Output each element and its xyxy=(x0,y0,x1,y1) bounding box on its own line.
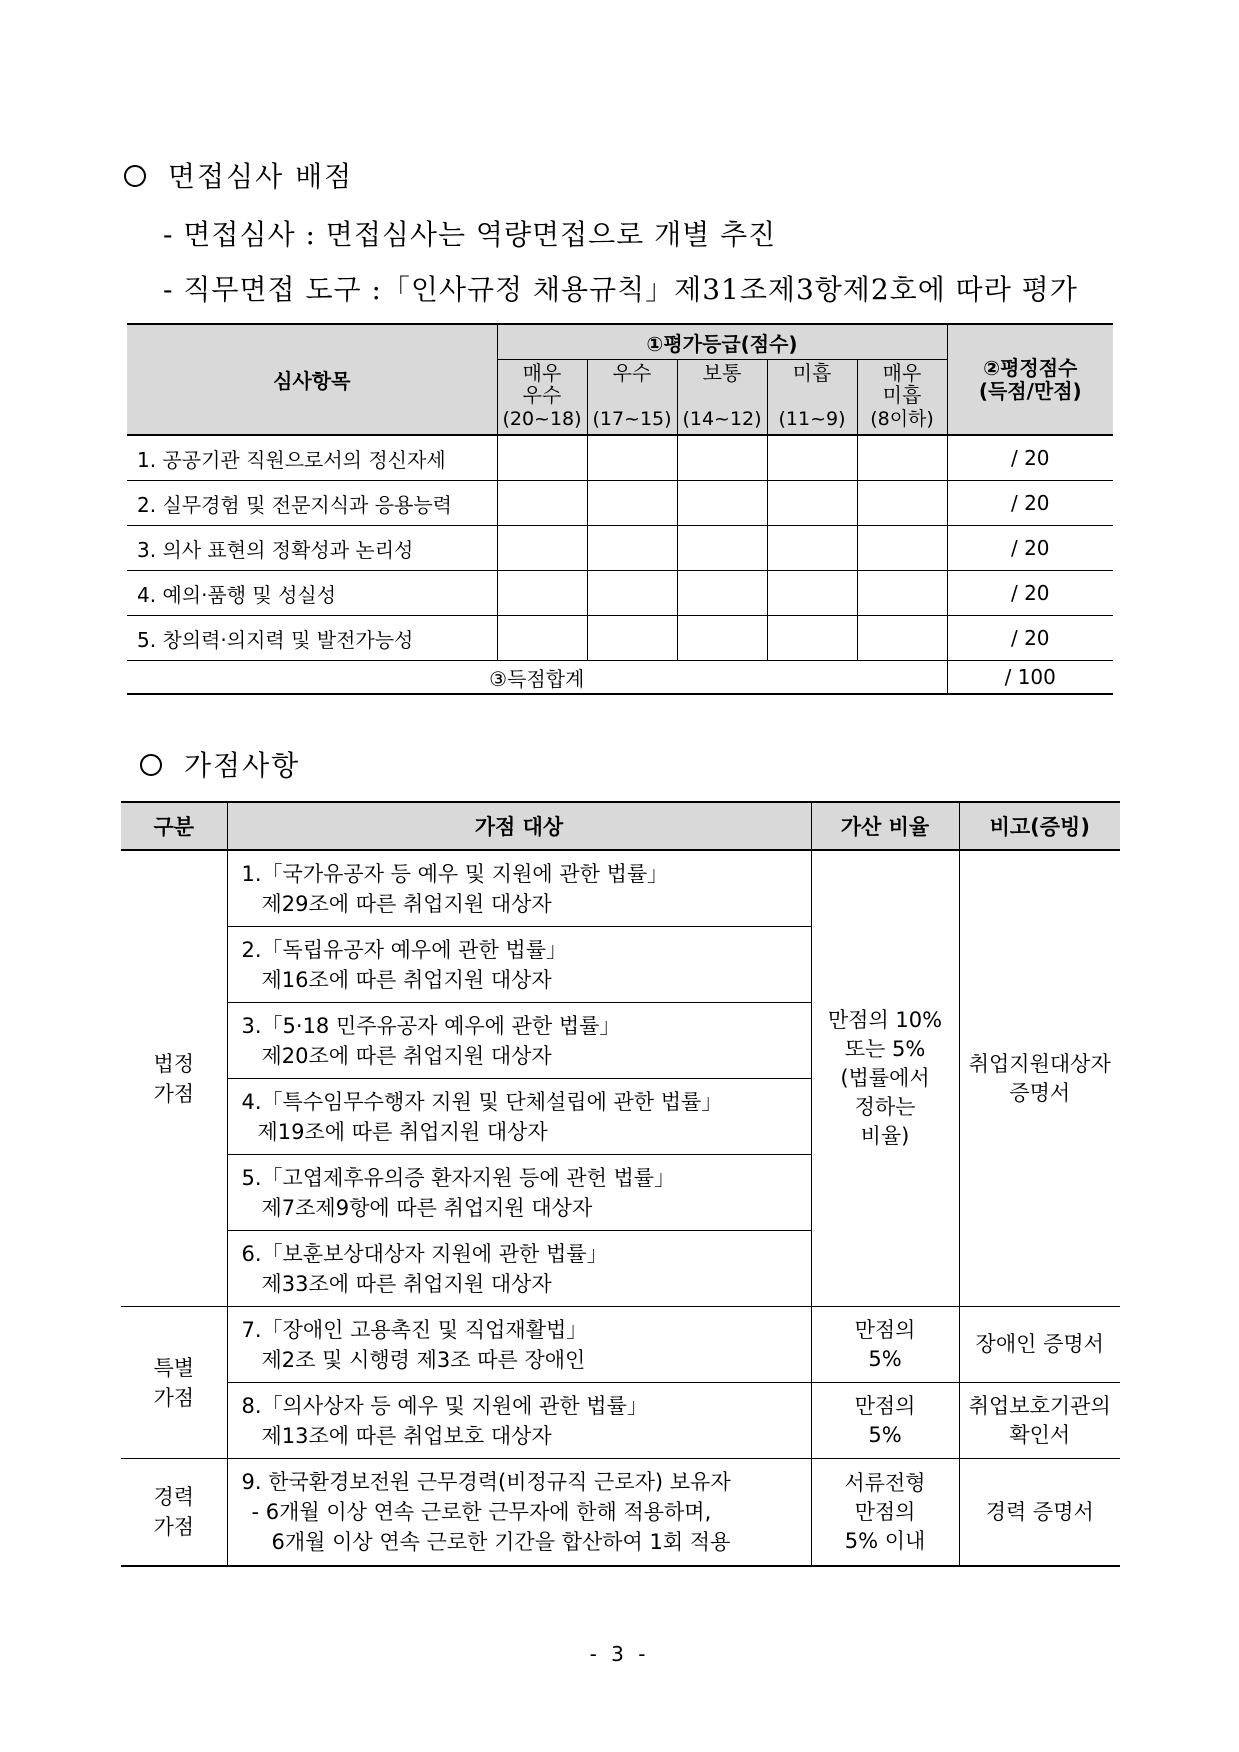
header-target: 가점 대상 xyxy=(227,802,811,850)
interview-line-2: - 직무면접 도구 :「인사규정 채용규칙」제31조제3항제2호에 따라 평가 xyxy=(163,273,1078,306)
row-score: / 20 xyxy=(947,616,1113,661)
grade-box[interactable] xyxy=(587,481,677,526)
grade-box[interactable] xyxy=(767,435,857,481)
header-score-line1: ②평정점수 xyxy=(983,355,1078,380)
rate-career: 서류전형 만점의 5% 이내 xyxy=(811,1459,959,1567)
grade-good: 우수 (17~15) xyxy=(587,360,677,436)
grade-box[interactable] xyxy=(677,616,767,661)
bonus-target: 2.「독립유공자 예우에 관한 법률」 제16조에 따른 취업지원 대상자 xyxy=(227,927,811,1003)
table-row xyxy=(121,850,1120,927)
grade-box[interactable] xyxy=(497,435,587,481)
grade-box[interactable] xyxy=(767,526,857,571)
rate-special: 만점의 5% xyxy=(811,1383,959,1459)
category-legal: 법정 가점 xyxy=(121,850,227,1307)
row-score: / 20 xyxy=(947,435,1113,481)
bonus-target: 8.「의사상자 등 예우 및 지원에 관한 법률」 제13조에 따른 취업보호 대상자 xyxy=(227,1383,811,1459)
header-item: 심사항목 xyxy=(127,324,497,435)
interview-line-1: - 면접심사 : 면접심사는 역량면접으로 개별 추진 xyxy=(163,218,777,251)
grade-box[interactable] xyxy=(857,435,947,481)
grade-box[interactable] xyxy=(857,481,947,526)
grade-box[interactable] xyxy=(677,571,767,616)
bonus-target: 5.「고엽제후유의증 환자지원 등에 관헌 법률」 제7조제9항에 따른 취업지원 대상자 xyxy=(227,1155,811,1231)
section-title: 면접심사 배점 xyxy=(168,160,354,193)
bonus-target: 3.「5·18 민주유공자 예우에 관한 법률」 제20조에 따른 취업지원 대상자 xyxy=(227,1003,811,1079)
grade-box[interactable] xyxy=(497,526,587,571)
grade-box[interactable] xyxy=(677,435,767,481)
table-row xyxy=(121,1383,1120,1459)
grade-box[interactable] xyxy=(587,435,677,481)
table-row xyxy=(127,616,1113,661)
page-number: - 3 - xyxy=(589,1642,650,1666)
bonus-target: 6.「보훈보상대상자 지원에 관한 법률」 제33조에 따른 취업지원 대상자 xyxy=(227,1231,811,1307)
header-grade: ①평가등급(점수) xyxy=(497,324,947,360)
header-category: 구분 xyxy=(121,802,227,850)
circle-bullet-icon xyxy=(140,754,162,776)
grade-normal: 보통 (14~12) xyxy=(677,360,767,436)
grade-box[interactable] xyxy=(587,616,677,661)
rate-legal: 만점의 10% 또는 5% (법률에서 정하는 비율) xyxy=(811,850,959,1307)
grade-box[interactable] xyxy=(497,616,587,661)
grade-box[interactable] xyxy=(677,481,767,526)
table-row xyxy=(127,481,1113,526)
total-row xyxy=(127,661,1113,695)
table-row xyxy=(127,571,1113,616)
section-title: 가점사항 xyxy=(184,749,301,782)
header-score xyxy=(947,324,1113,435)
rate-special: 만점의 5% xyxy=(811,1307,959,1383)
row-item: 1. 공공기관 직원으로서의 정신자세 xyxy=(127,435,497,481)
header-rate: 가산 비율 xyxy=(811,802,959,850)
note-legal: 취업지원대상자 증명서 xyxy=(959,850,1120,1307)
grade-very-good: 매우 우수 (20~18) xyxy=(497,360,587,436)
bonus-target: 1.「국가유공자 등 예우 및 지원에 관한 법률」 제29조에 따른 취업지원 대상자 xyxy=(227,850,811,927)
header-note: 비고(증빙) xyxy=(959,802,1120,850)
grade-box[interactable] xyxy=(767,481,857,526)
grade-box[interactable] xyxy=(497,571,587,616)
section-heading-bonus xyxy=(140,744,300,784)
grade-box[interactable] xyxy=(857,571,947,616)
table-row xyxy=(121,1307,1120,1383)
table-row xyxy=(127,435,1113,481)
section-heading-interview xyxy=(124,155,353,195)
grade-very-poor: 매우 미흡 (8이하) xyxy=(857,360,947,436)
grade-box[interactable] xyxy=(497,481,587,526)
category-special: 특별 가점 xyxy=(121,1307,227,1459)
grade-box[interactable] xyxy=(587,571,677,616)
bonus-target: 4.「특수임무수행자 지원 및 단체설립에 관한 법률」 제19조에 따른 취업지원 대상자 xyxy=(227,1079,811,1155)
category-career: 경력 가점 xyxy=(121,1459,227,1567)
table-row xyxy=(121,1459,1120,1567)
grade-box[interactable] xyxy=(857,526,947,571)
note-special: 장애인 증명서 xyxy=(959,1307,1120,1383)
grade-box[interactable] xyxy=(767,616,857,661)
row-score: / 20 xyxy=(947,526,1113,571)
bonus-target: 9. 한국환경보전원 근무경력(비정규직 근로자) 보유자 - 6개월 이상 연속 근로한 근무자에 한해 적용하며, 6개월 이상 연속 근로한 기간을 합산하여 1회 적용 xyxy=(227,1459,811,1567)
row-score: / 20 xyxy=(947,571,1113,616)
grade-box[interactable] xyxy=(677,526,767,571)
total-label: ③득점합계 xyxy=(127,661,947,695)
note-special: 취업보호기관의 확인서 xyxy=(959,1383,1120,1459)
grade-box[interactable] xyxy=(767,571,857,616)
row-item: 4. 예의·품행 및 성실성 xyxy=(127,571,497,616)
grade-box[interactable] xyxy=(587,526,677,571)
row-item: 5. 창의력·의지력 및 발전가능성 xyxy=(127,616,497,661)
total-score: / 100 xyxy=(947,661,1113,695)
note-career: 경력 증명서 xyxy=(959,1459,1120,1567)
grade-box[interactable] xyxy=(857,616,947,661)
interview-score-table xyxy=(127,323,1113,695)
row-item: 2. 실무경험 및 전문지식과 응용능력 xyxy=(127,481,497,526)
bonus-points-table xyxy=(121,801,1120,1567)
header-score-line2: (득점/만점) xyxy=(978,378,1082,403)
bonus-target: 7.「장애인 고용촉진 및 직업재활법」 제2조 및 시행령 제3조 따른 장애인 xyxy=(227,1307,811,1383)
circle-bullet-icon xyxy=(124,165,146,187)
row-item: 3. 의사 표현의 정확성과 논리성 xyxy=(127,526,497,571)
grade-poor: 미흡 (11~9) xyxy=(767,360,857,436)
row-score: / 20 xyxy=(947,481,1113,526)
table-row xyxy=(127,526,1113,571)
